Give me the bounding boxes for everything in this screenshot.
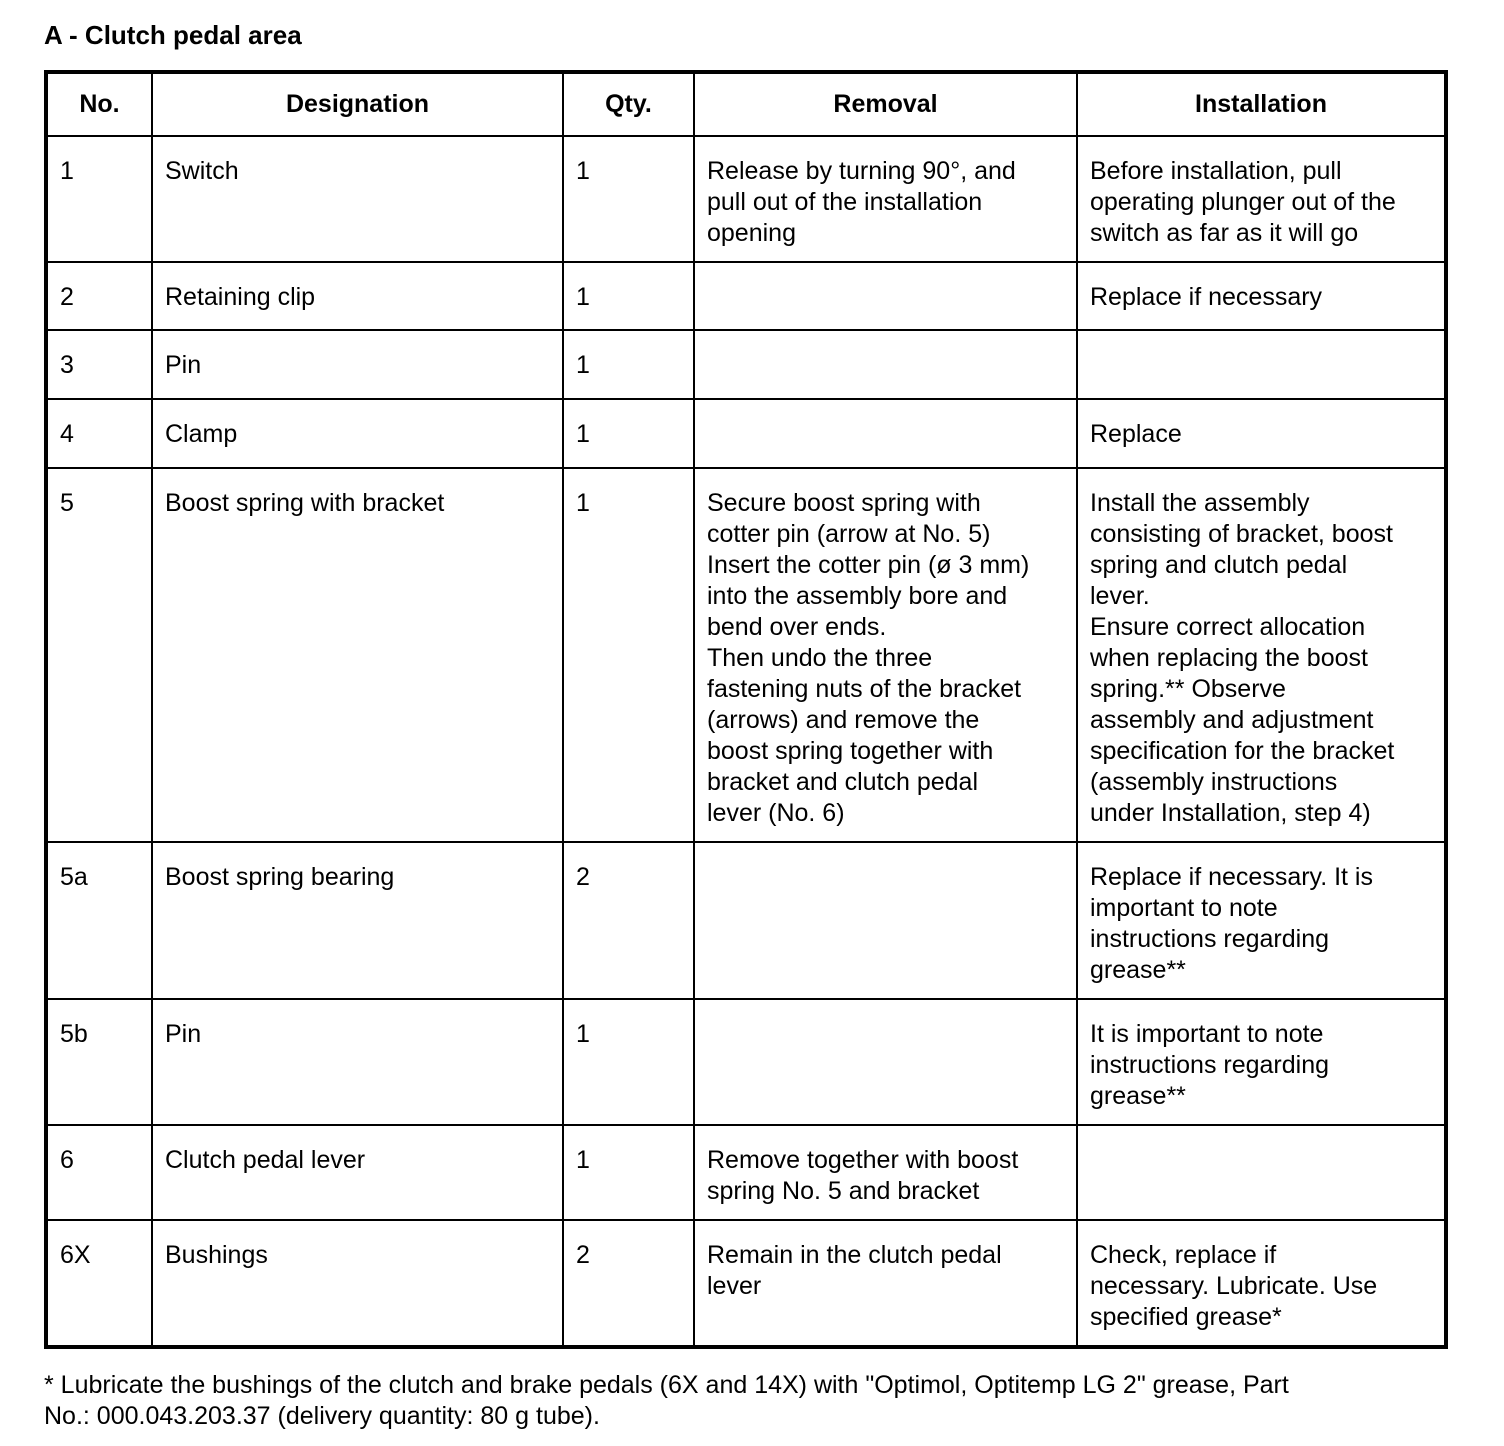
cell-no: 1 — [46, 136, 152, 262]
header-designation: Designation — [152, 72, 563, 136]
cell-qty: 1 — [563, 136, 694, 262]
table-row — [46, 399, 1446, 468]
cell-designation: Clutch pedal lever — [152, 1125, 563, 1220]
cell-qty: 1 — [563, 399, 694, 468]
cell-removal — [694, 999, 1077, 1125]
cell-installation: Replace — [1077, 399, 1446, 468]
cell-designation: Pin — [152, 330, 563, 399]
cell-qty: 1 — [563, 468, 694, 842]
table-row — [46, 136, 1446, 262]
cell-installation — [1077, 330, 1446, 399]
cell-installation: It is important to note instructions regarding grease** — [1077, 999, 1446, 1125]
cell-removal: Release by turning 90°, and pull out of the installation opening — [694, 136, 1077, 262]
table-row — [46, 1220, 1446, 1347]
cell-qty: 1 — [563, 262, 694, 330]
cell-removal — [694, 842, 1077, 999]
cell-designation: Bushings — [152, 1220, 563, 1347]
cell-no: 3 — [46, 330, 152, 399]
cell-removal — [694, 330, 1077, 399]
cell-no: 2 — [46, 262, 152, 330]
cell-removal: Remain in the clutch pedal lever — [694, 1220, 1077, 1347]
table-header-row — [46, 72, 1446, 136]
cell-designation: Boost spring bearing — [152, 842, 563, 999]
cell-installation: Replace if necessary — [1077, 262, 1446, 330]
cell-installation: Replace if necessary. It is important to note instructions regarding grease** — [1077, 842, 1446, 999]
cell-designation: Clamp — [152, 399, 563, 468]
cell-qty: 2 — [563, 1220, 694, 1347]
cell-no: 5a — [46, 842, 152, 999]
table-row — [46, 262, 1446, 330]
footnote: * Lubricate the bushings of the clutch and brake pedals (6X and 14X) with "Optimol, Optitemp LG 2" grease, Part No.: 000.043.203.37 (delivery quantity: 80 g tube). — [44, 1371, 1289, 1430]
header-qty: Qty. — [563, 72, 694, 136]
cell-designation: Boost spring with bracket — [152, 468, 563, 842]
table-row — [46, 1125, 1446, 1220]
cell-installation — [1077, 1125, 1446, 1220]
cell-no: 6 — [46, 1125, 152, 1220]
table-row — [46, 330, 1446, 399]
cell-installation: Before installation, pull operating plunger out of the switch as far as it will go — [1077, 136, 1446, 262]
cell-removal: Remove together with boost spring No. 5 and bracket — [694, 1125, 1077, 1220]
table-row — [46, 842, 1446, 999]
cell-designation: Switch — [152, 136, 563, 262]
cell-installation: Check, replace if necessary. Lubricate. Use specified grease* — [1077, 1220, 1446, 1347]
table-row — [46, 999, 1446, 1125]
cell-qty: 2 — [563, 842, 694, 999]
table-row — [46, 468, 1446, 842]
parts-table — [44, 70, 1448, 1349]
cell-no: 5b — [46, 999, 152, 1125]
cell-no: 5 — [46, 468, 152, 842]
cell-removal — [694, 399, 1077, 468]
cell-removal — [694, 262, 1077, 330]
section-title: A - Clutch pedal area — [44, 20, 302, 50]
cell-designation: Pin — [152, 999, 563, 1125]
header-removal: Removal — [694, 72, 1077, 136]
cell-installation: Install the assembly consisting of bracket, boost spring and clutch pedal lever. Ensure correct allocation when replacing the boost spring.** Observe assembly and adjustment specification for the bracket (assembly instructions under Installation, step 4) — [1077, 468, 1446, 842]
cell-qty: 1 — [563, 330, 694, 399]
cell-qty: 1 — [563, 999, 694, 1125]
header-installation: Installation — [1077, 72, 1446, 136]
cell-no: 6X — [46, 1220, 152, 1347]
cell-designation: Retaining clip — [152, 262, 563, 330]
cell-removal: Secure boost spring with cotter pin (arrow at No. 5) Insert the cotter pin (ø 3 mm) into the assembly bore and bend over ends. Then undo the three fastening nuts of the bracket (arrows) and remove the boost spring together with bracket and clutch pedal lever (No. 6) — [694, 468, 1077, 842]
header-no: No. — [46, 72, 152, 136]
cell-no: 4 — [46, 399, 152, 468]
cell-qty: 1 — [563, 1125, 694, 1220]
